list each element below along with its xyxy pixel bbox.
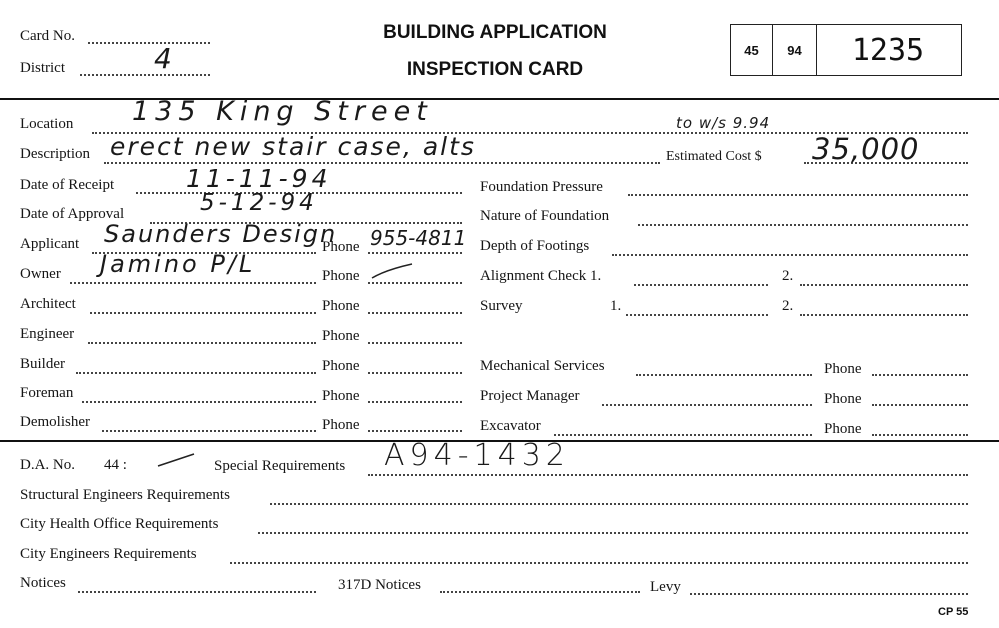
excavator-phone-label: Phone xyxy=(824,421,862,437)
form-title-line1: BUILDING APPLICATION xyxy=(383,22,607,43)
owner-phone-field[interactable] xyxy=(368,282,462,284)
nature-foundation-field[interactable] xyxy=(638,224,968,226)
da-no-value: 44 : xyxy=(104,457,127,473)
project-manager-field[interactable] xyxy=(602,404,812,406)
city-health-label: City Health Office Requirements xyxy=(20,516,219,532)
special-requirements-label: Special Requirements xyxy=(214,458,346,474)
mechanical-services-field[interactable] xyxy=(636,374,812,376)
levy-field[interactable] xyxy=(690,593,968,595)
alignment-check-label: Alignment Check 1. xyxy=(480,268,602,284)
applicant-phone-label: Phone xyxy=(322,239,360,255)
depth-footings-field[interactable] xyxy=(612,254,968,256)
architect-label: Architect xyxy=(20,296,76,312)
excavator-label: Excavator xyxy=(480,418,541,434)
nature-foundation-label: Nature of Foundation xyxy=(480,208,610,224)
builder-field[interactable] xyxy=(76,372,316,374)
builder-phone-field[interactable] xyxy=(368,372,462,374)
city-health-field[interactable] xyxy=(258,532,968,534)
builder-label: Builder xyxy=(20,356,65,372)
district-field[interactable] xyxy=(80,74,210,76)
applicant-label: Applicant xyxy=(20,236,80,252)
foundation-pressure-field[interactable] xyxy=(628,194,968,196)
district-value: 4 xyxy=(154,42,173,75)
architect-phone-field[interactable] xyxy=(368,312,462,314)
excavator-field[interactable] xyxy=(554,434,812,436)
alignment-check-2-label: 2. xyxy=(782,268,794,284)
project-manager-phone-label: Phone xyxy=(824,391,862,407)
date-approval-label: Date of Approval xyxy=(20,206,125,222)
architect-phone-label: Phone xyxy=(322,298,360,314)
da-no-label: D.A. No. xyxy=(20,457,75,473)
card-no-field[interactable] xyxy=(88,42,210,44)
project-manager-phone-field[interactable] xyxy=(872,404,968,406)
survey-2-field[interactable] xyxy=(800,314,968,316)
builder-phone-label: Phone xyxy=(322,358,360,374)
applicant-phone-value: 955-4811 xyxy=(370,226,467,250)
structural-engineers-label: Structural Engineers Requirements xyxy=(20,487,230,503)
survey-2-label: 2. xyxy=(782,298,794,314)
estimated-cost-value: 35,000 xyxy=(812,132,920,166)
foreman-phone-label: Phone xyxy=(322,388,360,404)
date-receipt-label: Date of Receipt xyxy=(20,177,115,193)
demolisher-label: Demolisher xyxy=(20,414,90,430)
excavator-phone-field[interactable] xyxy=(872,434,968,436)
architect-field[interactable] xyxy=(90,312,316,314)
location-annotation: to w/s 9.94 xyxy=(676,114,771,132)
owner-phone-tick-mark xyxy=(368,262,418,282)
levy-label: Levy xyxy=(650,579,681,595)
foundation-pressure-label: Foundation Pressure xyxy=(480,179,603,195)
city-engineers-field[interactable] xyxy=(230,562,968,564)
engineer-field[interactable] xyxy=(88,342,316,344)
location-value: 135 King Street xyxy=(132,96,433,127)
mechanical-phone-field[interactable] xyxy=(872,374,968,376)
owner-label: Owner xyxy=(20,266,61,282)
estimated-cost-label: Estimated Cost $ xyxy=(666,149,762,164)
engineer-phone-field[interactable] xyxy=(368,342,462,344)
description-value: erect new stair case, alts xyxy=(110,132,476,161)
foreman-label: Foreman xyxy=(20,385,74,401)
ref-cell-a: 45 xyxy=(731,25,773,75)
card-no-label: Card No. xyxy=(20,28,75,44)
structural-engineers-field[interactable] xyxy=(270,503,968,505)
special-requirements-value: A94-1432 xyxy=(384,438,570,473)
demolisher-field[interactable] xyxy=(102,430,316,432)
location-label: Location xyxy=(20,116,74,132)
notices-label: Notices xyxy=(20,575,66,591)
mechanical-phone-label: Phone xyxy=(824,361,862,377)
owner-value: Jamino P/L xyxy=(100,250,256,278)
depth-footings-label: Depth of Footings xyxy=(480,238,590,254)
engineer-phone-label: Phone xyxy=(322,328,360,344)
owner-field[interactable] xyxy=(70,282,316,284)
date-approval-value: 5-12-94 xyxy=(200,190,318,216)
date-receipt-value: 11-11-94 xyxy=(186,164,332,193)
applicant-value: Saunders Design xyxy=(104,220,338,248)
ref-cell-b: 94 xyxy=(773,25,817,75)
notices-317d-label: 317D Notices xyxy=(338,577,421,593)
reference-box xyxy=(730,24,962,76)
survey-1-label: 1. xyxy=(610,298,622,314)
city-engineers-label: City Engineers Requirements xyxy=(20,546,197,562)
demolisher-phone-field[interactable] xyxy=(368,430,462,432)
alignment-check-1-field[interactable] xyxy=(634,284,768,286)
project-manager-label: Project Manager xyxy=(480,388,580,404)
owner-phone-label: Phone xyxy=(322,268,360,284)
alignment-check-2-field[interactable] xyxy=(800,284,968,286)
survey-label: Survey xyxy=(480,298,523,314)
foreman-field[interactable] xyxy=(82,401,316,403)
demolisher-phone-label: Phone xyxy=(322,417,360,433)
form-title-line2: INSPECTION CARD xyxy=(406,59,584,80)
district-label: District xyxy=(20,60,65,76)
special-requirements-field[interactable] xyxy=(368,474,968,476)
notices-field[interactable] xyxy=(78,591,316,593)
applicant-phone-field[interactable] xyxy=(368,252,462,254)
engineer-label: Engineer xyxy=(20,326,75,342)
foreman-phone-field[interactable] xyxy=(368,401,462,403)
mechanical-services-label: Mechanical Services xyxy=(480,358,605,374)
ref-number: 1235 xyxy=(851,32,925,68)
form-code: CP 55 xyxy=(938,606,969,618)
da-no-dash-mark xyxy=(154,450,200,470)
survey-1-field[interactable] xyxy=(626,314,768,316)
notices-317d-field[interactable] xyxy=(440,591,640,593)
description-label: Description xyxy=(20,146,90,162)
